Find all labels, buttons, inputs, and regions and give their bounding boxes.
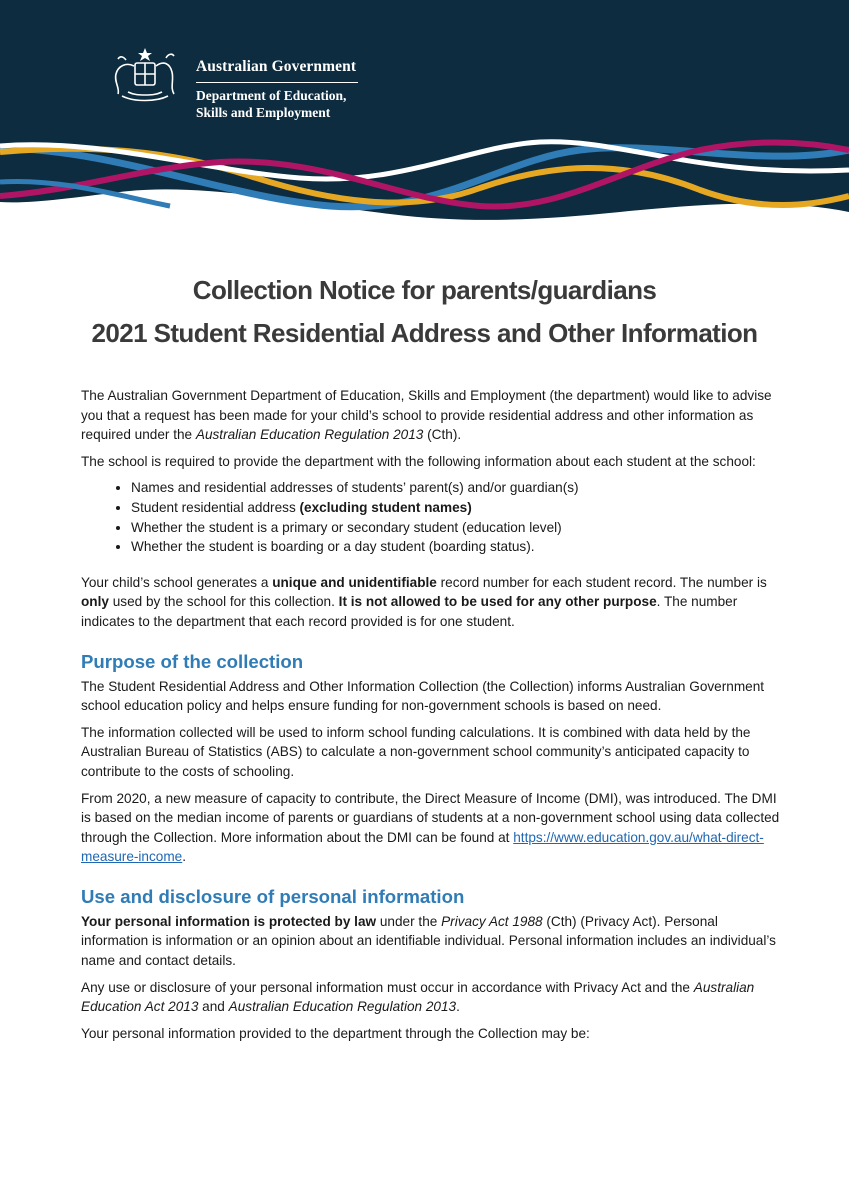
text: and (198, 999, 229, 1015)
list-item: • Names and residential addresses of students’ parent(s) and/or guardian(s) (131, 478, 781, 498)
document-subtitle: 2021 Student Residential Address and Other Information (91, 318, 758, 348)
purpose-paragraph-2: The information collected will be used to inform school funding calculations. It is combined with data held by the Australian Bureau of Statistics (ABS) to calculate a non-government school community’s anticipated capacity to contribute to the costs of schooling. (81, 724, 751, 779)
text: Your child’s school generates a (81, 574, 273, 590)
text: under the (376, 913, 442, 929)
regulation-name: Australian Education Regulation 2013 (195, 427, 424, 443)
coat-of-arms-icon (104, 44, 186, 104)
text: . The number indicates to the department that each record provided is for one student. (81, 594, 738, 629)
emphasis: only (81, 594, 109, 610)
purpose-heading: Purpose of the collection (81, 650, 304, 672)
text: (Cth). (423, 427, 462, 443)
text: (Cth) (Privacy Act). Personal information is information or an opinion about an identifiable individual. Personal information includes an individual’s name and contact details. (81, 913, 776, 969)
purpose-paragraph-3 (81, 789, 781, 867)
document-title: Collection Notice for parents/guardians (192, 275, 657, 305)
department-name (196, 87, 358, 121)
document-body (81, 386, 781, 1050)
list-item (131, 498, 781, 518)
intro-paragraph-1 (81, 386, 781, 445)
use-paragraph-3: Your personal information provided to the department through the Collection may be: (81, 1025, 590, 1041)
act-name: Australian Education Act 2013 (81, 979, 755, 1015)
text: Any use or disclosure of your personal information must occur in accordance with Privacy Act and the (81, 979, 694, 995)
text: record number for each student record. The number is (436, 574, 767, 590)
act-name: Privacy Act 1988 (441, 913, 543, 929)
text: . (182, 849, 187, 865)
list-item: • Whether the student is a primary or secondary student (education level) (131, 518, 781, 538)
purpose-paragraph-1: The Student Residential Address and Other Information Collection (the Collection) informs Australian Government school education policy and helps ensure funding for non-government schools is based on need. (81, 678, 765, 714)
information-list (81, 478, 781, 556)
intro-paragraph-3 (81, 573, 781, 632)
department-line-2: Skills and Employment (196, 105, 331, 120)
intro-paragraph-2: The school is required to provide the department with the following information about each student at the school: (81, 453, 756, 469)
text: . (456, 999, 460, 1015)
dmi-link[interactable]: https://www.education.gov.au/what-direct-measure-income (81, 829, 764, 865)
emphasis: It is not allowed to be used for any other purpose (338, 594, 657, 610)
use-paragraph-1 (81, 912, 781, 971)
use-disclosure-heading: Use and disclosure of personal information (81, 885, 465, 907)
department-line-1: Department of Education, (196, 88, 347, 103)
list-item: • Whether the student is boarding or a day student (boarding status). (131, 537, 781, 557)
emphasis: unique and unidentifiable (272, 574, 437, 590)
emphasis: (excluding student names) (299, 499, 472, 515)
government-logo-text (196, 58, 358, 121)
text: Student residential address (131, 499, 300, 515)
government-name: Australian Government (196, 58, 358, 83)
text: From 2020, a new measure of capacity to contribute, the Direct Measure of Income (DMI), was introduced. The DMI is based on the median income of parents or guardians of students at a non-government school using data collected through the Collection. More information about the DMI can be found at (81, 790, 780, 845)
emphasis: Your personal information is protected by law (81, 913, 377, 929)
regulation-name: Australian Education Regulation 2013 (228, 999, 457, 1015)
use-paragraph-2 (81, 978, 781, 1017)
text: used by the school for this collection. (108, 594, 339, 610)
header-banner (0, 0, 849, 232)
text: The Australian Government Department of Education, Skills and Employment (the department) would like to advise you that a request has been made for your child’s school to provide residential address and other information as required under the (81, 388, 772, 443)
